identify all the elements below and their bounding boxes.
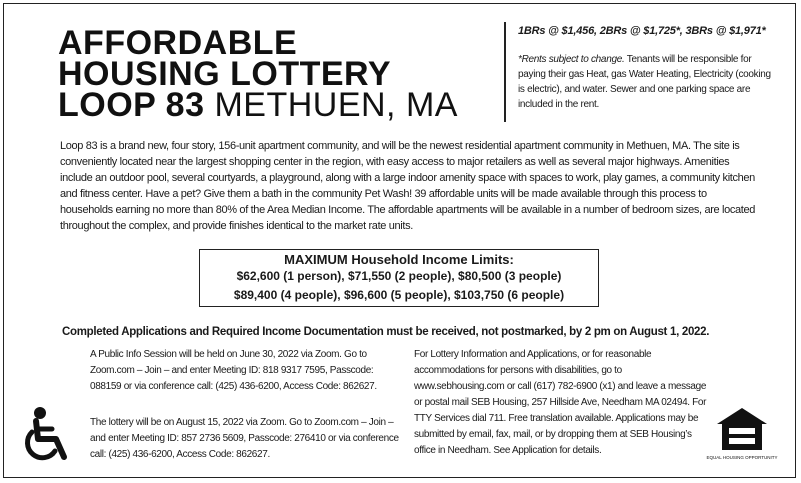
wheelchair-icon <box>20 405 80 465</box>
rent-note-lead: *Rents subject to change. <box>518 54 625 65</box>
page-title <box>58 24 458 124</box>
equal-housing-opportunity-icon <box>706 404 778 462</box>
info-session-text: A Public Info Session will be held on June 30, 2022 via Zoom. Go to Zoom.com – Join – and enter Meeting ID: 818 9317 7595, Passcode: 088159 or via conference call: (425) 436-6200, Access Code: 862627. <box>90 349 377 392</box>
rent-note-text: Tenants will be responsible for paying their gas Heat, gas Water Heating, Electricity (cooking is electric), and water. Sewer and one parking space are included in the rent. <box>518 54 771 110</box>
vertical-divider <box>504 22 506 122</box>
rent-rates: 1BRs @ $1,456, 2BRs @ $1,725*, 3BRs @ $1,971* <box>518 25 766 37</box>
lottery-text: The lottery will be on August 15, 2022 via Zoom. Go to Zoom.com – Join – and enter Meeting ID: 857 2736 5609, Passcode: 276410 or via conference call: (425) 436-6200, Access Code: 862627. <box>90 417 399 460</box>
title-line-1: AFFORDABLE <box>58 24 298 62</box>
income-limits-row-2: $89,400 (4 people), $96,600 (5 people), $103,750 (6 people) <box>233 288 565 302</box>
application-deadline: Completed Applications and Required Income Documentation must be received, not postmarked, by 2 pm on August 1, 2022. <box>62 326 710 338</box>
income-limits-box <box>199 249 599 307</box>
title-line-3 <box>58 86 458 124</box>
income-limits-row-1: $62,600 (1 person), $71,550 (2 people), $80,500 (3 people) <box>236 269 562 283</box>
equal-housing-caption: EQUAL HOUSING OPPORTUNITY <box>706 455 778 460</box>
rent-note <box>518 52 778 112</box>
flyer <box>3 3 796 478</box>
title-line-2: HOUSING LOTTERY <box>58 55 392 93</box>
contact-text: For Lottery Information and Applications, or for reasonable accommodations for persons with disabilities, go to www.sebhousing.com or call (617) 782-6900 (x1) and leave a message or postal mail SEB Housing, 257 Hillside Ave, Needham MA 02494. For TTY Services dial 711. Free translation available. Applications may be submitted by email, fax, mail, or by dropping them at SEB Housing’s office in Needham. See Application for details. <box>414 349 707 456</box>
income-limits-heading: MAXIMUM Household Income Limits: <box>284 252 514 267</box>
title-location: METHUEN, MA <box>204 86 458 124</box>
intro-paragraph: Loop 83 is a brand new, four story, 156-unit apartment community, and will be the newest residential apartment community in Methuen, MA. The site is conveniently located near the largest shopping center in the region, with easy access to major retailers as well as several major highways. Amenities include an outdoor pool, several courtyards, a playground, along with a large indoor amenity space with spaces to work, play games, a community kitchen and fitness center. Have a pet? Give them a bath in the community Pet Wash! 39 affordable units will be made available through this process to households earning no more than 80% of the Area Median Income. The affordable apartments will be available in a number of bedroom sizes, are located throughout the complex, and provide finishes identical to the market rate units. <box>60 140 756 232</box>
title-project-name: LOOP 83 <box>58 86 205 124</box>
